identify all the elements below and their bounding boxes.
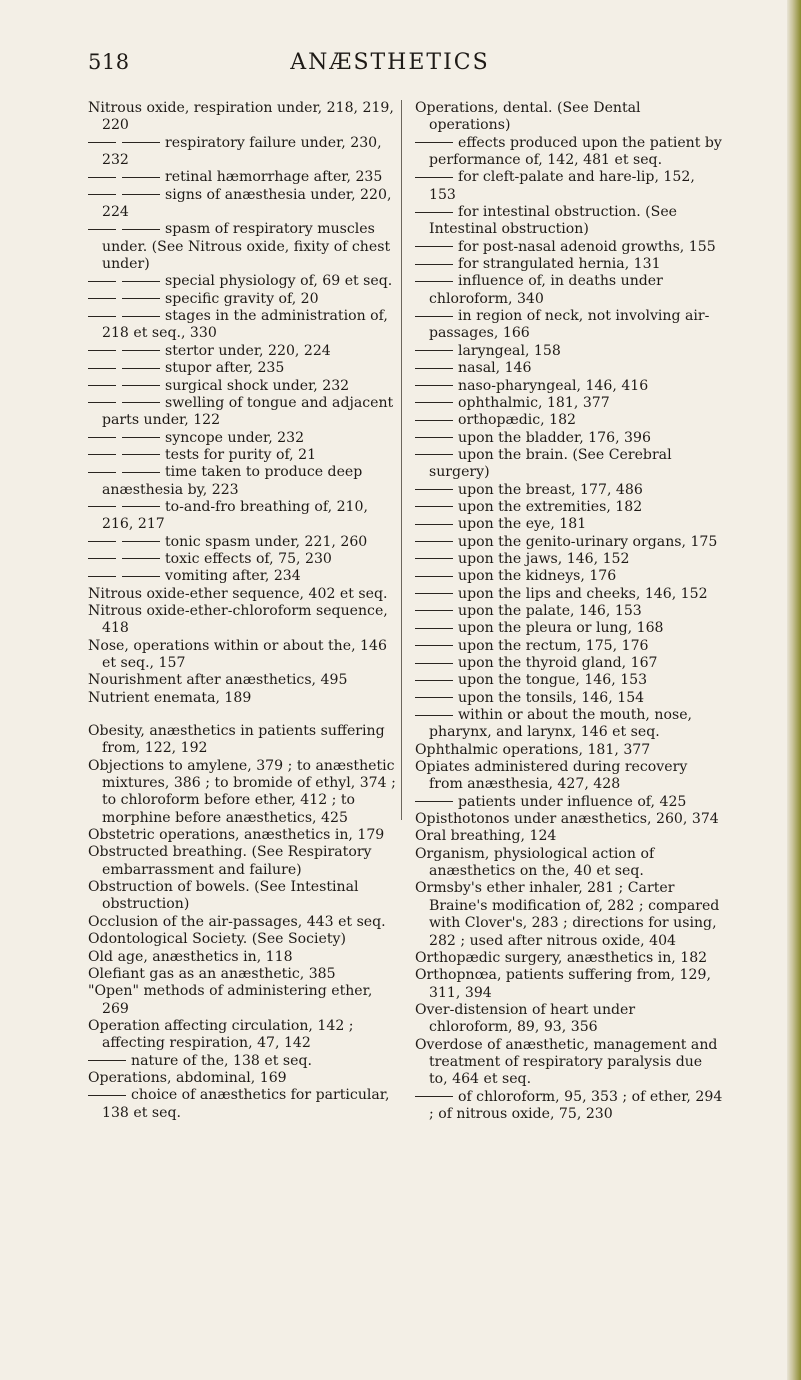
ditto-dash bbox=[88, 368, 116, 369]
index-entry-text: upon the tongue, 146, 153 bbox=[458, 672, 648, 689]
index-entry-text: stertor under, 220, 224 bbox=[165, 342, 331, 359]
ditto-dash bbox=[122, 229, 160, 230]
index-entry bbox=[415, 412, 723, 429]
index-entry bbox=[415, 447, 723, 482]
ditto-dash bbox=[415, 385, 453, 386]
index-entry bbox=[415, 846, 723, 881]
index-entry-text: for cleft-palate and hare-lip, 152, 153 bbox=[429, 169, 695, 203]
index-entry bbox=[88, 568, 396, 585]
index-entry-text: laryngeal, 158 bbox=[458, 342, 561, 359]
ditto-dash bbox=[415, 576, 453, 577]
index-entry-text: within or about the mouth, nose, pharynx, and larynx, 146 et seq. bbox=[429, 707, 693, 741]
index-entry-text: signs of anæsthesia under, 220, 224 bbox=[102, 186, 392, 221]
index-entry bbox=[415, 534, 723, 551]
index-entry-text: upon the breast, 177, 486 bbox=[458, 481, 643, 498]
index-entry-text: "Open" methods of administering ether, 269 bbox=[88, 983, 373, 1017]
ditto-dash bbox=[88, 437, 116, 438]
ditto-dash bbox=[88, 506, 116, 507]
index-entry bbox=[88, 273, 396, 290]
index-entry-text: for intestinal obstruction. (See Intestinal obstruction) bbox=[429, 204, 678, 238]
index-entry-text: influence of, in deaths under chloroform, 340 bbox=[429, 273, 663, 307]
column-divider bbox=[401, 100, 402, 820]
ditto-dash bbox=[415, 541, 453, 542]
index-entry bbox=[415, 360, 723, 377]
index-column-left bbox=[88, 100, 396, 1122]
index-entry bbox=[415, 1002, 723, 1037]
index-entry-text: Nourishment after anæsthetics, 495 bbox=[88, 672, 348, 689]
index-entry-text: patients under influence of, 425 bbox=[458, 793, 687, 810]
ditto-dash bbox=[122, 576, 160, 577]
index-entry bbox=[88, 672, 396, 689]
index-entry bbox=[415, 430, 723, 447]
index-entry bbox=[415, 603, 723, 620]
page-header bbox=[70, 50, 710, 90]
index-entry bbox=[415, 811, 723, 828]
ditto-dash bbox=[88, 1095, 126, 1096]
index-entry-text: Nutrient enemata, 189 bbox=[88, 689, 252, 706]
page-number: 518 bbox=[88, 50, 130, 74]
ditto-dash bbox=[88, 298, 116, 299]
ditto-dash bbox=[122, 142, 160, 143]
index-entry-text: Occlusion of the air-passages, 443 et seq. bbox=[88, 913, 386, 930]
index-entry bbox=[415, 638, 723, 655]
ditto-dash bbox=[88, 229, 116, 230]
index-entry bbox=[88, 135, 396, 170]
ditto-dash bbox=[88, 558, 116, 559]
index-entry-text: Operations, abdominal, 169 bbox=[88, 1069, 287, 1086]
index-entry bbox=[415, 100, 723, 135]
index-entry-text: Obesity, anæsthetics in patients suffering from, 122, 192 bbox=[88, 723, 385, 757]
index-entry bbox=[88, 464, 396, 499]
index-entry-text: stages in the administration of, 218 et seq., 330 bbox=[102, 308, 388, 342]
index-entry bbox=[415, 1037, 723, 1089]
ditto-dash bbox=[415, 697, 453, 698]
index-entry-text: ophthalmic, 181, 377 bbox=[458, 394, 610, 411]
page-edge bbox=[787, 0, 801, 1380]
ditto-dash bbox=[122, 454, 160, 455]
ditto-dash bbox=[122, 281, 160, 282]
index-entry-text: Olefiant gas as an anæsthetic, 385 bbox=[88, 965, 336, 982]
index-entry-text: toxic effects of, 75, 230 bbox=[165, 550, 332, 567]
ditto-dash bbox=[122, 437, 160, 438]
index-entry-text: Nitrous oxide-ether-chloroform sequence, 418 bbox=[88, 602, 388, 637]
ditto-dash bbox=[88, 142, 116, 143]
ditto-dash bbox=[415, 454, 453, 455]
index-entry-text: upon the jaws, 146, 152 bbox=[458, 550, 630, 567]
index-entry-text: tests for purity of, 21 bbox=[165, 446, 317, 463]
ditto-dash bbox=[415, 628, 453, 629]
index-entry bbox=[88, 551, 396, 568]
index-entry-text: special physiology of, 69 et seq. bbox=[165, 273, 393, 290]
index-entry bbox=[415, 499, 723, 516]
index-entry bbox=[415, 672, 723, 689]
index-entry bbox=[88, 879, 396, 914]
ditto-dash bbox=[415, 506, 453, 507]
index-entry-text: of chloroform, 95, 353 ; of ether, 294 ; of nitrous oxide, 75, 230 bbox=[429, 1088, 723, 1122]
index-entry-text: Nitrous oxide, respiration under, 218, 219, 220 bbox=[88, 100, 394, 134]
index-entry-text: to-and-fro breathing of, 210, 216, 217 bbox=[102, 498, 368, 533]
index-entry-text: Obstructed breathing. (See Respiratory embarrassment and failure) bbox=[88, 844, 372, 878]
ditto-dash bbox=[122, 298, 160, 299]
index-entry bbox=[88, 1018, 396, 1053]
ditto-dash bbox=[88, 1060, 126, 1061]
index-entry-text: for post-nasal adenoid growths, 155 bbox=[458, 238, 716, 255]
index-entry-text: Objections to amylene, 379 ; to anæsthetic mixtures, 386 ; to bromide of ethyl, 374 ; to chloroform before ether, 412 ; to morphine before anæsthetics, 425 bbox=[88, 757, 396, 826]
index-entry bbox=[415, 707, 723, 742]
ditto-dash bbox=[415, 246, 453, 247]
index-entry bbox=[88, 100, 396, 135]
index-entry-text: for strangulated hernia, 131 bbox=[458, 256, 661, 273]
index-entry bbox=[415, 308, 723, 343]
ditto-dash bbox=[88, 402, 116, 403]
index-entry bbox=[415, 586, 723, 603]
ditto-dash bbox=[88, 541, 116, 542]
ditto-dash bbox=[88, 454, 116, 455]
index-entry-text: in region of neck, not involving air-passages, 166 bbox=[429, 308, 710, 342]
index-entry bbox=[88, 221, 396, 273]
index-entry bbox=[88, 638, 396, 673]
index-entry bbox=[88, 360, 396, 377]
index-entry bbox=[88, 983, 396, 1018]
index-entry bbox=[415, 256, 723, 273]
index-entry-text: upon the pleura or lung, 168 bbox=[458, 620, 664, 637]
ditto-dash bbox=[122, 194, 160, 195]
ditto-dash bbox=[88, 350, 116, 351]
index-entry-text: Obstruction of bowels. (See Intestinal obstruction) bbox=[88, 879, 359, 913]
ditto-dash bbox=[122, 472, 160, 473]
index-entry bbox=[88, 966, 396, 983]
ditto-dash bbox=[122, 506, 160, 507]
ditto-dash bbox=[122, 385, 160, 386]
index-entry bbox=[88, 586, 396, 603]
index-entry-text: vomiting after, 234 bbox=[165, 568, 301, 585]
index-entry bbox=[415, 655, 723, 672]
index-entry bbox=[88, 827, 396, 844]
ditto-dash bbox=[415, 663, 453, 664]
ditto-dash bbox=[415, 212, 453, 213]
ditto-dash bbox=[415, 142, 453, 143]
index-entry-text: upon the bladder, 176, 396 bbox=[458, 429, 651, 446]
ditto-dash bbox=[415, 437, 453, 438]
index-entry bbox=[415, 967, 723, 1002]
index-entry-text: Over-distension of heart under chloroform, 89, 93, 356 bbox=[415, 1001, 636, 1036]
index-entry bbox=[415, 169, 723, 204]
ditto-dash bbox=[415, 801, 453, 802]
ditto-dash bbox=[88, 316, 116, 317]
ditto-dash bbox=[415, 420, 453, 421]
ditto-dash bbox=[415, 316, 453, 317]
index-entry-text: syncope under, 232 bbox=[165, 429, 305, 446]
index-entry bbox=[415, 239, 723, 256]
index-entry-text: naso-pharyngeal, 146, 416 bbox=[458, 377, 649, 394]
index-entry bbox=[88, 343, 396, 360]
index-entry-text: upon the lips and cheeks, 146, 152 bbox=[458, 585, 708, 602]
ditto-dash bbox=[415, 350, 453, 351]
index-entry bbox=[415, 950, 723, 967]
index-entry bbox=[88, 378, 396, 395]
index-entry bbox=[88, 395, 396, 430]
index-entry bbox=[415, 395, 723, 412]
index-entry bbox=[415, 828, 723, 845]
ditto-dash bbox=[88, 194, 116, 195]
index-entry-text: Organism, physiological action of anæsthetics on the, 40 et seq. bbox=[415, 845, 655, 880]
index-entry bbox=[415, 204, 723, 239]
index-entry-text: Nose, operations within or about the, 146 et seq., 157 bbox=[88, 637, 387, 671]
index-entry-text: upon the brain. (See Cerebral surgery) bbox=[429, 446, 672, 481]
index-entry bbox=[88, 308, 396, 343]
index-entry-text: specific gravity of, 20 bbox=[165, 290, 319, 307]
index-entry-text: swelling of tongue and adjacent parts under, 122 bbox=[102, 394, 394, 429]
index-entry bbox=[88, 931, 396, 948]
index-entry bbox=[88, 758, 396, 827]
ditto-dash bbox=[88, 281, 116, 282]
index-entry bbox=[415, 482, 723, 499]
ditto-dash bbox=[415, 680, 453, 681]
index-entry-text: Opiates administered during recovery from anæsthesia, 427, 428 bbox=[415, 759, 688, 793]
index-entry-text: Old age, anæsthetics in, 118 bbox=[88, 948, 293, 965]
index-column-right bbox=[415, 100, 723, 1123]
index-entry bbox=[415, 135, 723, 170]
index-entry-text: Opisthotonos under anæsthetics, 260, 374 bbox=[415, 811, 719, 828]
index-entry bbox=[88, 187, 396, 222]
index-entry bbox=[415, 690, 723, 707]
index-entry-text: upon the extremities, 182 bbox=[458, 498, 643, 515]
index-entry bbox=[415, 620, 723, 637]
index-entry-text: orthopædic, 182 bbox=[458, 412, 577, 429]
index-entry-text: upon the eye, 181 bbox=[458, 516, 587, 533]
index-entry bbox=[415, 378, 723, 395]
index-entry-text: upon the genito-urinary organs, 175 bbox=[458, 533, 718, 550]
index-entry bbox=[88, 603, 396, 638]
ditto-dash bbox=[415, 610, 453, 611]
ditto-dash bbox=[415, 177, 453, 178]
index-entry-text: Operation affecting circulation, 142 ; affecting respiration, 47, 142 bbox=[88, 1017, 354, 1052]
index-entry-text: time taken to produce deep anæsthesia by, 223 bbox=[102, 464, 363, 498]
index-entry-text: Overdose of anæsthetic, management and treatment of respiratory paralysis due to, 464 et seq. bbox=[415, 1036, 718, 1088]
index-entry bbox=[88, 690, 396, 707]
ditto-dash bbox=[122, 350, 160, 351]
index-entry-text: Operations, dental. (See Dental operations) bbox=[415, 100, 641, 134]
ditto-dash bbox=[122, 558, 160, 559]
index-entry bbox=[88, 447, 396, 464]
ditto-dash bbox=[122, 316, 160, 317]
index-entry-text: respiratory failure under, 230, 232 bbox=[102, 134, 382, 169]
ditto-dash bbox=[415, 558, 453, 559]
ditto-dash bbox=[88, 576, 116, 577]
ditto-dash bbox=[415, 524, 453, 525]
index-entry-text: Obstetric operations, anæsthetics in, 179 bbox=[88, 827, 385, 844]
index-entry-text: Nitrous oxide-ether sequence, 402 et seq. bbox=[88, 585, 388, 602]
index-entry-text: Ophthalmic operations, 181, 377 bbox=[415, 741, 651, 758]
ditto-dash bbox=[122, 402, 160, 403]
ditto-dash bbox=[415, 281, 453, 282]
index-entry bbox=[415, 759, 723, 794]
ditto-dash bbox=[415, 489, 453, 490]
ditto-dash bbox=[88, 472, 116, 473]
ditto-dash bbox=[415, 264, 453, 265]
ditto-dash bbox=[415, 593, 453, 594]
index-entry bbox=[88, 291, 396, 308]
index-entry-text: nasal, 146 bbox=[458, 360, 532, 377]
index-entry-text: effects produced upon the patient by performance of, 142, 481 et seq. bbox=[429, 134, 722, 169]
index-entry bbox=[415, 516, 723, 533]
index-entry-text: spasm of respiratory muscles under. (See Nitrous oxide, fixity of chest under) bbox=[102, 221, 391, 273]
ditto-dash bbox=[415, 645, 453, 646]
ditto-dash bbox=[122, 177, 160, 178]
ditto-dash bbox=[122, 368, 160, 369]
index-entry bbox=[88, 1053, 396, 1070]
index-entry bbox=[88, 430, 396, 447]
running-title: ANÆSTHETICS bbox=[290, 50, 490, 75]
index-entry-text: retinal hæmorrhage after, 235 bbox=[165, 169, 383, 186]
index-entry-text: upon the thyroid gland, 167 bbox=[458, 655, 658, 671]
index-entry bbox=[415, 568, 723, 585]
index-entry bbox=[88, 914, 396, 931]
index-entry bbox=[415, 551, 723, 568]
index-entry bbox=[415, 273, 723, 308]
index-entry bbox=[415, 742, 723, 759]
index-entry-text: Oral breathing, 124 bbox=[415, 828, 557, 845]
index-entry bbox=[88, 1087, 396, 1122]
index-entry-text: tonic spasm under, 221, 260 bbox=[165, 533, 368, 550]
index-entry bbox=[415, 1089, 723, 1124]
ditto-dash bbox=[415, 715, 453, 716]
ditto-dash bbox=[415, 402, 453, 403]
index-entry bbox=[415, 343, 723, 360]
ditto-dash bbox=[415, 1096, 453, 1097]
ditto-dash bbox=[88, 177, 116, 178]
index-entry-text: choice of anæsthetics for particular, 138 et seq. bbox=[102, 1087, 390, 1121]
index-entry-text: Orthopædic surgery, anæsthetics in, 182 bbox=[415, 949, 708, 966]
index-entry-text: upon the kidneys, 176 bbox=[458, 568, 617, 585]
index-entry bbox=[415, 880, 723, 949]
index-entry bbox=[88, 1070, 396, 1087]
index-entry-text: surgical shock under, 232 bbox=[165, 377, 350, 394]
ditto-dash bbox=[88, 385, 116, 386]
index-entry bbox=[88, 949, 396, 966]
index-entry-text: upon the tonsils, 146, 154 bbox=[458, 689, 645, 706]
index-entry-text: stupor after, 235 bbox=[165, 360, 285, 377]
index-entry bbox=[88, 723, 396, 758]
index-entry-text: Ormsby's ether inhaler, 281 ; Carter Braine's modification of, 282 ; compared with Clover's, 283 ; directions for using, 282 ; used after nitrous oxide, 404 bbox=[415, 880, 720, 949]
index-entry bbox=[88, 844, 396, 879]
ditto-dash bbox=[415, 368, 453, 369]
index-entry-text: upon the rectum, 175, 176 bbox=[458, 637, 649, 654]
index-entry-text: nature of the, 138 et seq. bbox=[131, 1052, 312, 1069]
index-entry bbox=[415, 794, 723, 811]
index-entry bbox=[88, 169, 396, 186]
ditto-dash bbox=[122, 541, 160, 542]
index-entry-text: upon the palate, 146, 153 bbox=[458, 602, 642, 619]
index-entry bbox=[88, 534, 396, 551]
index-entry-text: Orthopnœa, patients suffering from, 129, 311, 394 bbox=[415, 967, 711, 1001]
index-entry-text: Odontological Society. (See Society) bbox=[88, 931, 347, 948]
index-entry bbox=[88, 499, 396, 534]
